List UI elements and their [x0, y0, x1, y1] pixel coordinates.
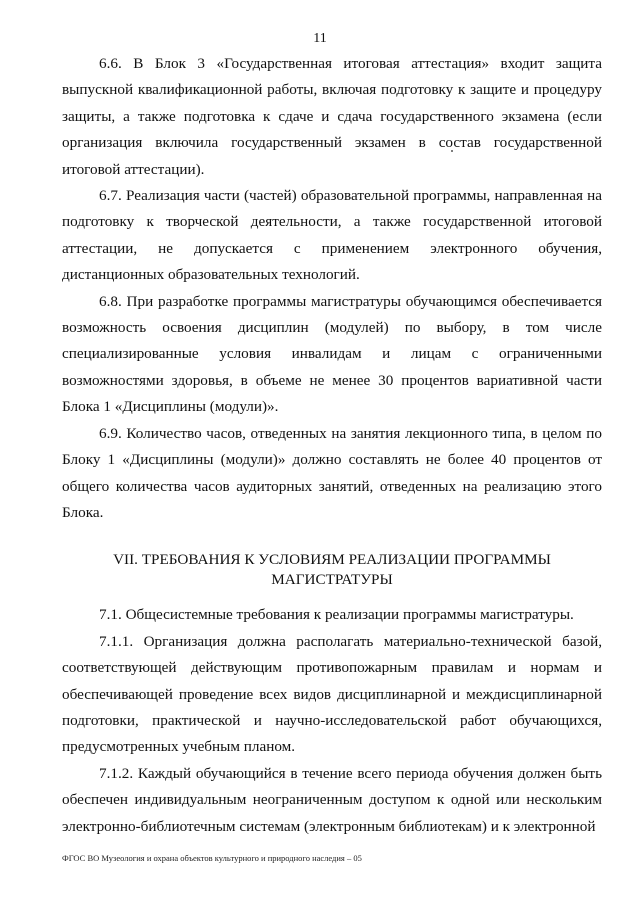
page-number: 11 [313, 31, 327, 46]
document-body [62, 51, 602, 840]
paragraph-6-6: 6.6. В Блок 3 «Государственная итоговая аттестация» входит защита выпускной квалификационной работы, включая подготовку к защите и процедуру защиты, а также подготовка к сдаче и сдача государственного экзамена (если организация включила государственный экзамен в состав государственной итоговой аттестации). [62, 55, 602, 178]
section-heading [62, 550, 602, 590]
section-heading-line-2: МАГИСТРАТУРЫ [271, 571, 393, 589]
paragraph-6-8: 6.8. При разработке программы магистратуры обучающимся обеспечивается возможность освоения дисциплин (модулей) по выбору, в том числе специализированные условия инвалидам и лицам с ограниченными возможностями здоровья, в объеме не менее 30 процентов вариативной части Блока 1 «Дисциплины (модули)». [62, 292, 602, 416]
paragraph-6-7: 6.7. Реализация части (частей) образовательной программы, направленная на подготовку к творческой деятельности, а также государственной итоговой аттестации, не допускается с применением электронного обучения, дистанционных образовательных технологий. [62, 187, 602, 284]
paragraph-7-1-1: 7.1.1. Организация должна располагать материально-технической базой, соответствующей действующим противопожарным правилам и нормам и обеспечивающей проведение всех видов дисциплинарной и междисциплинарной подготовки, практической и научно-исследовательской работ обучающихся, предусмотренных учебным планом. [62, 632, 602, 756]
page-footer: ФГОС ВО Музеология и охрана объектов культурного и природного наследия – 05 [62, 853, 362, 863]
section-heading-line-1: VII. ТРЕБОВАНИЯ К УСЛОВИЯМ РЕАЛИЗАЦИИ ПРОГРАММЫ [113, 551, 551, 569]
paragraph-7-1: 7.1. Общесистемные требования к реализации программы магистратуры. [99, 606, 574, 624]
paragraph-7-1-2: 7.1.2. Каждый обучающийся в течение всего периода обучения должен быть обеспечен индивидуальным неограниченным доступом к одной или нескольким электронно-библиотечным системам (электронным библиотекам) и к электронной [62, 764, 602, 835]
paragraph-6-9: 6.9. Количество часов, отведенных на занятия лекционного типа, в целом по Блоку 1 «Дисциплины (модули)» должно составлять не более 40 процентов от общего количества часов аудиторных занятий, отведенных на реализацию этого Блока. [62, 424, 602, 521]
